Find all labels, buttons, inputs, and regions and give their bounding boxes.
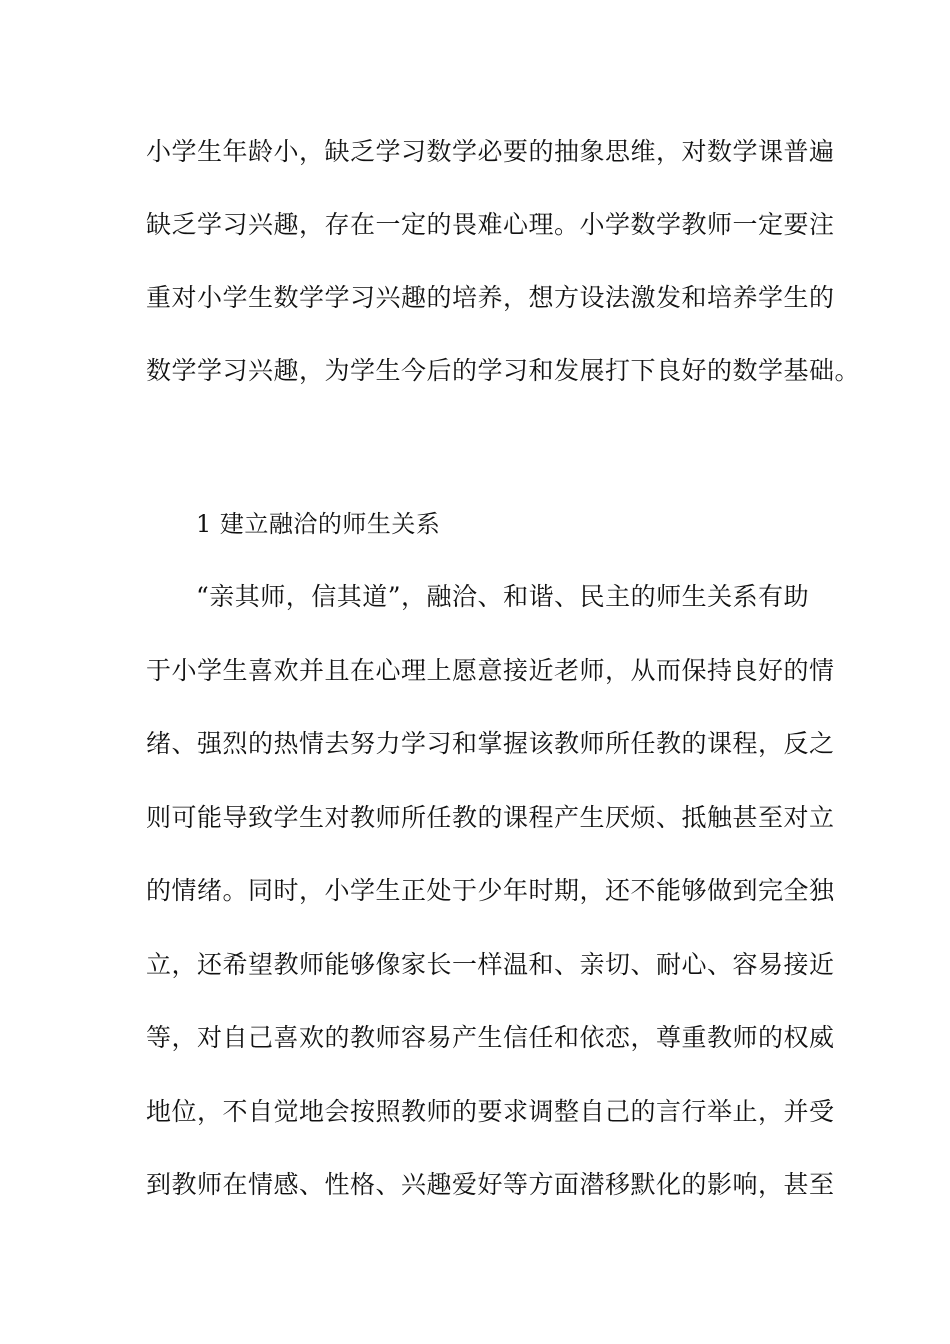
text-line: 缺乏学习兴趣，存在一定的畏难心理。小学数学教师一定要注 <box>146 210 835 239</box>
text-line: 于小学生喜欢并且在心理上愿意接近老师，从而保持良好的情 <box>146 656 835 685</box>
text-line: 数学学习兴趣，为学生今后的学习和发展打下良好的数学基础。 <box>146 356 861 385</box>
text-line: 的情绪。同时，小学生正处于少年时期，还不能够做到完全独 <box>146 876 835 905</box>
text-line: 重对小学生数学学习兴趣的培养，想方设法激发和培养学生的 <box>146 283 835 312</box>
section-heading: 1 建立融洽的师生关系 <box>196 510 441 538</box>
text-line: 等，对自己喜欢的教师容易产生信任和依恋，尊重教师的权威 <box>146 1023 835 1052</box>
text-line: 绪、强烈的热情去努力学习和掌握该教师所任教的课程，反之 <box>146 729 835 758</box>
text-line: “亲其师，信其道”，融洽、和谐、民主的师生关系有助 <box>196 582 810 611</box>
text-line: 立，还希望教师能够像家长一样温和、亲切、耐心、容易接近 <box>146 950 835 979</box>
text-line: 小学生年龄小，缺乏学习数学必要的抽象思维，对数学课普遍 <box>146 137 835 166</box>
text-line: 到教师在情感、性格、兴趣爱好等方面潜移默化的影响，甚至 <box>146 1170 835 1199</box>
text-line: 地位，不自觉地会按照教师的要求调整自己的言行举止，并受 <box>146 1097 835 1126</box>
text-line: 则可能导致学生对教师所任教的课程产生厌烦、抵触甚至对立 <box>146 803 835 832</box>
